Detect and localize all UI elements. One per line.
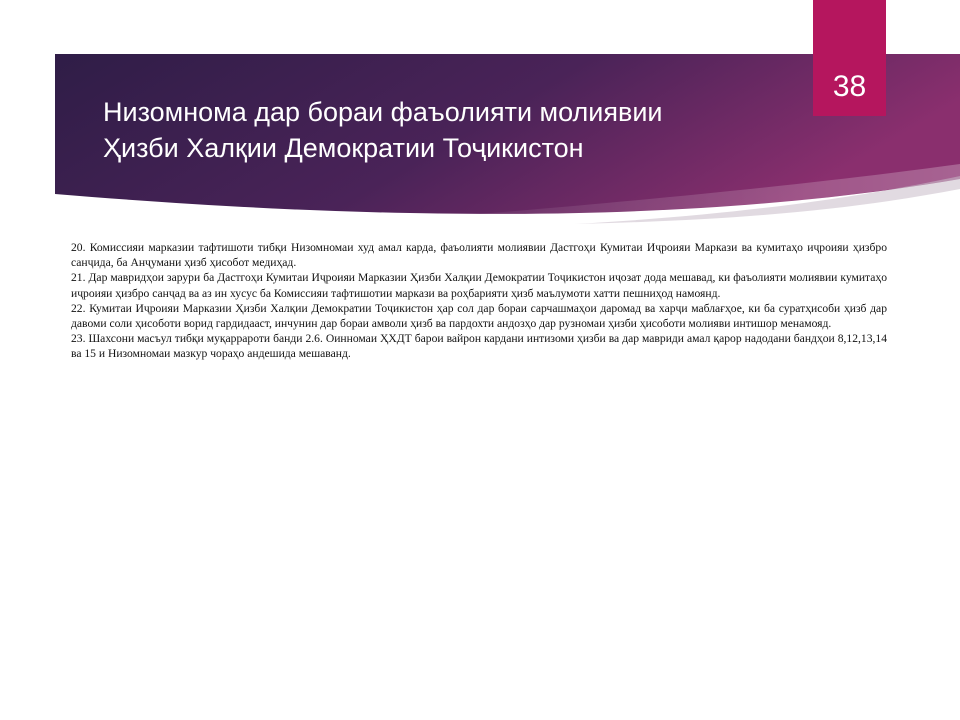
paragraph-23: 23. Шахсони масъул тибқи муқаррароти банди 2.6. Оинномаи ҲХДТ барои вайрон кардани интизоми ҳизби ва дар мавриди амал қарор надодани бандҳои 8,12,13,14 ва 15 и Низомномаи мазкур чораҳо андешида мешаванд.: [71, 332, 887, 361]
slide-title-line-1: Низомнома дар бораи фаъолияти молиявии: [103, 97, 663, 127]
slide-number: 38: [832, 70, 867, 103]
slide-title: [103, 94, 803, 166]
paragraph-22: 22. Кумитаи Иҷроияи Марказии Ҳизби Халқии Демократии Тоҷикистон ҳар сол дар бораи сарчашмаҳои даромад ва харҷи маблағҳое, ки ба суратҳисоби ҳизб дар давоми соли ҳисоботи ворид гардидааст, инчунин дар бораи амволи ҳизб ва пардохти андозҳо дар рузномаи ҳизби ҳисоботи молияви интишор менамояд.: [71, 301, 887, 331]
slide-title-line-2: Ҳизби Халқии Демократии Тоҷикистон: [103, 133, 584, 163]
paragraph-21: 21. Дар мавридҳои зарури ба Дастгоҳи Кумитаи Иҷроияи Марказии Ҳизби Халқии Демократии Тоҷикистон иҷозат дода мешавад, ки фаъолияти молиявии кумитаҳо иҷроияи ҳизбро санҷад ва аз ин хусус ба Комиссияи тафтишотии маркази ва роҳбарияти ҳизб маълумоти хатти пешниҳод намоянд.: [71, 271, 887, 300]
content-body: [71, 240, 887, 362]
paragraph-20: 20. Комиссияи марказии тафтишоти тибқи Низомномаи худ амал карда, фаъолияти молиявии Дастгоҳи Кумитаи Иҷроияи Маркази ва кумитаҳо иҷроияи ҳизбро санҷида, ба Анҷумани ҳизб ҳисобот медиҳад.: [71, 241, 887, 270]
slide-number-badge: [813, 0, 886, 116]
